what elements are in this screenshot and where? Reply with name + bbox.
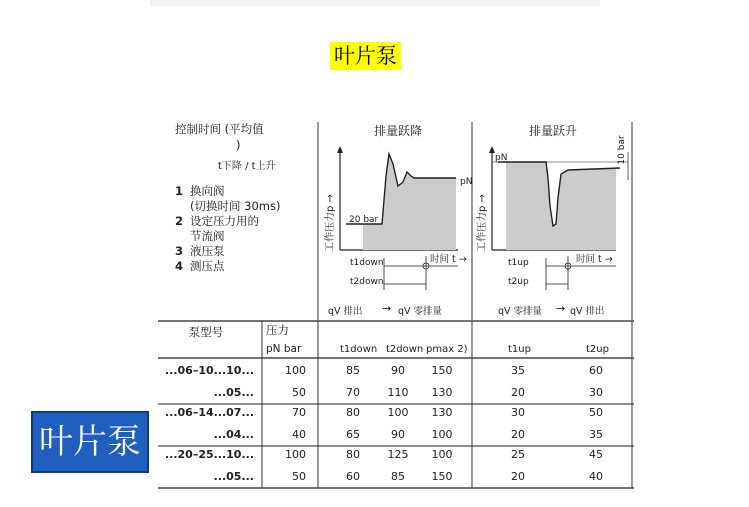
legend-item-number: 4 bbox=[175, 259, 184, 273]
legend-item-text: 节流阀 bbox=[190, 229, 225, 243]
chart-up-pn-label: pN bbox=[495, 153, 508, 163]
table-cell-type: ...06–14...07... bbox=[164, 406, 254, 419]
table-cell-t2u: 30 bbox=[589, 386, 603, 399]
table-cell-t2d: 90 bbox=[391, 364, 405, 377]
table-cell-t1d: 85 bbox=[346, 364, 360, 377]
th-t1-down: t1down bbox=[340, 344, 378, 355]
legend-item-text: 换向阀 bbox=[190, 184, 225, 198]
table-cell-t1d: 80 bbox=[346, 448, 360, 461]
chart-up-t2-label: t2up bbox=[508, 277, 529, 287]
table-cell-pmax: 100 bbox=[431, 428, 453, 441]
top-decorative-strip bbox=[150, 0, 600, 6]
legend-item bbox=[175, 184, 225, 198]
legend-item-number: 3 bbox=[175, 244, 184, 258]
legend-heading-1: 控制时间 (平均值 bbox=[175, 122, 264, 136]
table-body bbox=[165, 364, 603, 483]
legend-item bbox=[175, 259, 225, 273]
th-pressure: 压力 bbox=[266, 323, 289, 337]
legend-item bbox=[175, 199, 280, 213]
table-cell-t1u: 20 bbox=[511, 428, 525, 441]
table-cell-type: ...05... bbox=[213, 470, 254, 483]
chart-down-y-arrow bbox=[337, 146, 343, 153]
legend-item-text: 设定压力用的 bbox=[190, 214, 259, 228]
chart-down-t2-label: t2down bbox=[350, 277, 384, 287]
table-cell-p: 50 bbox=[292, 470, 306, 483]
chart-down-flow-arrow: → bbox=[382, 302, 392, 315]
legend-item bbox=[175, 229, 225, 243]
table-cell-t2d: 85 bbox=[391, 470, 405, 483]
th-t2-down: t2down bbox=[386, 344, 424, 355]
table-cell-t2u: 40 bbox=[589, 470, 603, 483]
table-cell-t2d: 90 bbox=[391, 428, 405, 441]
legend-item-number: 1 bbox=[175, 184, 184, 198]
chart-up-t1-label: t1up bbox=[508, 258, 529, 268]
table-cell-t1u: 20 bbox=[511, 470, 525, 483]
table-cell-p: 50 bbox=[292, 386, 306, 399]
table-cell-t1u: 35 bbox=[511, 364, 525, 377]
table-cell-t1d: 65 bbox=[346, 428, 360, 441]
chart-step-up bbox=[475, 123, 628, 317]
table-cell-t2u: 45 bbox=[589, 448, 603, 461]
slide-title: 叶片泵 bbox=[330, 42, 401, 70]
chart-up-yaxis-label: 工作压力p → bbox=[477, 194, 488, 252]
th-pressure-unit: pN bar bbox=[266, 343, 302, 355]
table-cell-t1u: 30 bbox=[511, 406, 525, 419]
side-label-box bbox=[31, 411, 149, 473]
legend-heading-2: ) bbox=[236, 138, 241, 152]
table-cell-t2u: 60 bbox=[589, 364, 603, 377]
table-cell-pmax: 100 bbox=[431, 448, 453, 461]
table-cell-type: ...20–25...10... bbox=[164, 448, 254, 461]
th-pmax: pmax 2) bbox=[426, 344, 468, 355]
table-cell-p: 100 bbox=[285, 448, 306, 461]
table-cell-t1u: 20 bbox=[511, 386, 525, 399]
chart-up-bar-label: 10 bar bbox=[617, 135, 627, 165]
legend-item-text: (切换时间 30ms) bbox=[190, 199, 281, 213]
table-cell-t2d: 110 bbox=[387, 386, 409, 399]
chart-down-bar-label: 20 bar bbox=[349, 215, 379, 225]
table-cell-t1d: 80 bbox=[346, 406, 360, 419]
table-cell-pmax: 150 bbox=[431, 364, 453, 377]
chart-up-time-label: 时间 t → bbox=[576, 254, 613, 265]
table-cell-t1d: 70 bbox=[346, 386, 360, 399]
vane-pump-figure bbox=[158, 118, 634, 490]
table-cell-t2d: 125 bbox=[387, 448, 409, 461]
legend-item bbox=[175, 244, 225, 258]
legend-item-text: 液压泵 bbox=[190, 244, 225, 258]
legend-item bbox=[175, 214, 259, 228]
table-cell-t1u: 25 bbox=[511, 448, 525, 461]
legend-item-number: 2 bbox=[175, 214, 184, 228]
table-cell-t1d: 60 bbox=[346, 470, 360, 483]
table-cell-p: 100 bbox=[285, 364, 306, 377]
table-cell-pmax: 130 bbox=[431, 406, 453, 419]
chart-down-time-label: 时间 t → bbox=[430, 254, 467, 265]
legend-item-text: 测压点 bbox=[190, 259, 225, 273]
table-cell-t2u: 50 bbox=[589, 406, 603, 419]
th-pump-type: 泵型号 bbox=[188, 325, 224, 339]
side-label-text: 叶片泵 bbox=[39, 422, 141, 462]
table-cell-pmax: 130 bbox=[431, 386, 453, 399]
chart-down-t1-label: t1down bbox=[350, 258, 384, 268]
chart-down-yaxis-label: 工作压力p → bbox=[325, 194, 336, 252]
table-cell-t2d: 100 bbox=[387, 406, 409, 419]
th-t1-up: t1up bbox=[508, 344, 531, 355]
chart-down-flow-to: qV 零排量 bbox=[398, 306, 443, 317]
chart-up-flow-from: qV 零排量 bbox=[498, 306, 543, 317]
chart-up-title: 排量跃升 bbox=[528, 124, 578, 138]
chart-down-pn-label: pN bbox=[460, 177, 473, 187]
legend-time-sub: t下降 / t上升 bbox=[218, 161, 276, 172]
table-cell-t2u: 35 bbox=[589, 428, 603, 441]
table-cell-type: ...04... bbox=[213, 428, 254, 441]
table-cell-p: 40 bbox=[292, 428, 306, 441]
table-cell-p: 70 bbox=[292, 406, 306, 419]
chart-down-shaded-area bbox=[363, 154, 456, 250]
chart-up-y-arrow bbox=[489, 146, 495, 153]
th-t2-up: t2up bbox=[586, 344, 609, 355]
timing-table bbox=[158, 321, 634, 488]
chart-up-flow-arrow: → bbox=[556, 302, 566, 315]
table-cell-type: ...05... bbox=[213, 386, 254, 399]
table-cell-type: ...06–10...10... bbox=[164, 364, 254, 377]
chart-down-title: 排量跃降 bbox=[373, 124, 423, 138]
chart-down-flow-from: qV 排出 bbox=[328, 306, 363, 317]
chart-step-down bbox=[323, 123, 472, 317]
chart-up-flow-to: qV 排出 bbox=[570, 306, 605, 317]
table-cell-pmax: 150 bbox=[431, 470, 453, 483]
